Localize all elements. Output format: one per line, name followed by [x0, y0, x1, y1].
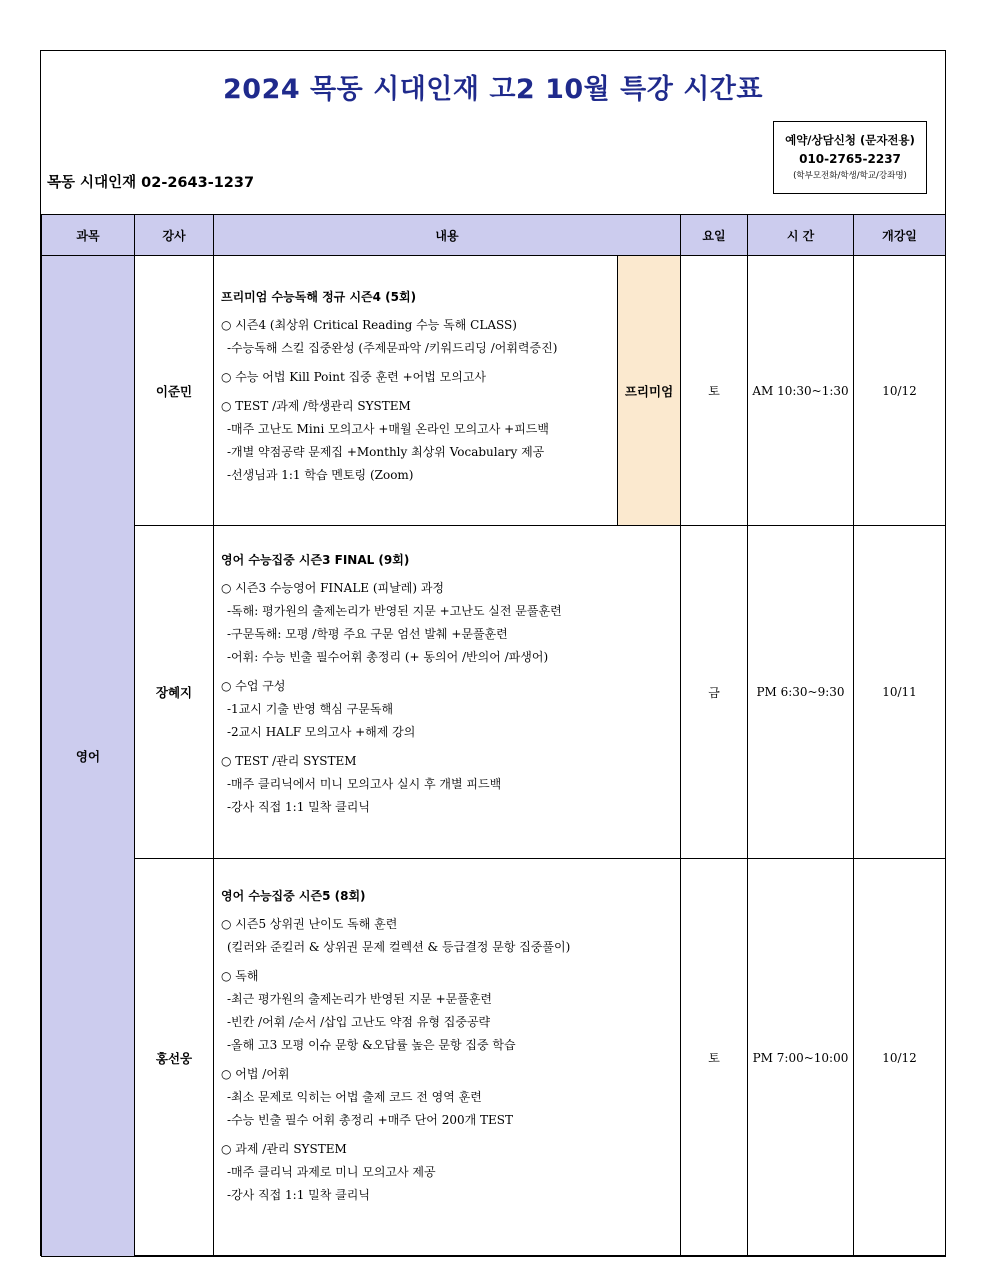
course-detail-line: -개별 약점공략 문제집 +Monthly 최상위 Vocabulary 제공	[227, 445, 545, 459]
course-row	[42, 526, 946, 859]
course-row	[42, 256, 946, 526]
course-title: 영어 수능집중 시즌3 FINAL (9회)	[221, 553, 410, 567]
table-header-row	[42, 215, 946, 256]
premium-badge: 프리미엄	[618, 256, 681, 526]
course-detail-line: -매주 클리닉에서 미니 모의고사 실시 후 개별 피드백	[227, 777, 502, 791]
course-bullet-line: ○ 수업 구성	[221, 679, 286, 693]
course-detail-line: -강사 직접 1:1 밀착 클리닉	[227, 800, 370, 814]
course-bullet-line: ○ 시즌3 수능영어 FINALE (피날레) 과정	[221, 581, 445, 595]
course-row	[42, 859, 946, 1257]
course-detail-line: -독해: 평가원의 출제논리가 반영된 지문 +고난도 실전 문풀훈련	[227, 604, 562, 618]
course-detail-line: -수능 빈출 필수 어휘 총정리 +매주 단어 200개 TEST	[227, 1113, 513, 1127]
course-bullet-line: ○ 독해	[221, 969, 259, 983]
course-time: AM 10:30~1:30	[748, 256, 854, 526]
course-detail-line: (킬러와 준킬러 & 상위권 문제 컬렉션 & 등급결정 문항 집중풀이)	[227, 940, 571, 954]
course-day: 토	[681, 859, 748, 1257]
course-detail-line: -매주 클리닉 과제로 미니 모의고사 제공	[227, 1165, 436, 1179]
course-bullet-line: ○ TEST /과제 /학생관리 SYSTEM	[221, 399, 411, 413]
schedule-table	[41, 214, 946, 1257]
academy-phone: 목동 시대인재 02-2643-1237	[47, 175, 255, 191]
course-title: 프리미엄 수능독해 정규 시즌4 (5회)	[221, 290, 417, 304]
course-bullet-line: ○ 시즌5 상위권 난이도 독해 훈련	[221, 917, 398, 931]
header	[41, 51, 945, 214]
course-day: 금	[681, 526, 748, 859]
col-subject: 과목	[42, 215, 135, 256]
course-detail-line: -1교시 기출 반영 핵심 구문독해	[227, 702, 394, 716]
contact-note: (학부모전화/학생/학교/강좌명)	[793, 171, 907, 181]
contact-box	[773, 121, 927, 194]
course-detail-line: -어휘: 수능 빈출 필수어휘 총정리 (+ 동의어 /반의어 /파생어)	[227, 650, 549, 664]
col-start-date: 개강일	[854, 215, 946, 256]
contact-number: 010-2765-2237	[799, 152, 901, 166]
subject-cell: 영어	[42, 256, 135, 1257]
course-time: PM 7:00~10:00	[748, 859, 854, 1257]
course-detail-line: -구문독해: 모평 /학평 주요 구문 엄선 발췌 +문풀훈련	[227, 627, 508, 641]
course-bullet-line: ○ 수능 어법 Kill Point 집중 훈련 +어법 모의고사	[221, 370, 487, 384]
course-day: 토	[681, 256, 748, 526]
course-detail-line: -강사 직접 1:1 밀착 클리닉	[227, 1188, 370, 1202]
course-content	[214, 256, 618, 526]
course-detail-line: -최근 평가원의 출제논리가 반영된 지문 +문풀훈련	[227, 992, 493, 1006]
course-detail-line: -빈칸 /어휘 /순서 /삽입 고난도 약점 유형 집중공략	[227, 1015, 491, 1029]
course-detail-line: -수능독해 스킬 집중완성 (주제문파악 /키워드리딩 /어휘력증진)	[227, 341, 558, 355]
col-day: 요일	[681, 215, 748, 256]
course-start-date: 10/11	[854, 526, 946, 859]
course-content	[214, 859, 681, 1257]
teacher-name: 홍선웅	[135, 859, 214, 1257]
page-title: 2024 목동 시대인재 고2 10월 특강 시간표	[223, 74, 763, 105]
schedule-frame	[40, 50, 946, 1256]
teacher-name: 장혜지	[135, 526, 214, 859]
col-teacher: 강사	[135, 215, 214, 256]
course-bullet-line: ○ 어법 /어휘	[221, 1067, 290, 1081]
course-bullet-line: ○ TEST /관리 SYSTEM	[221, 754, 357, 768]
course-bullet-line: ○ 과제 /관리 SYSTEM	[221, 1142, 347, 1156]
course-content	[214, 526, 681, 859]
col-content: 내용	[214, 215, 681, 256]
col-time: 시 간	[748, 215, 854, 256]
contact-label: 예약/상담신청 (문자전용)	[785, 133, 915, 147]
course-time: PM 6:30~9:30	[748, 526, 854, 859]
course-start-date: 10/12	[854, 859, 946, 1257]
course-detail-line: -최소 문제로 익히는 어법 출제 코드 전 영역 훈련	[227, 1090, 482, 1104]
course-bullet-line: ○ 시즌4 (최상위 Critical Reading 수능 독해 CLASS)	[221, 318, 517, 332]
course-detail-line: -매주 고난도 Mini 모의고사 +매월 온라인 모의고사 +피드백	[227, 422, 549, 436]
course-start-date: 10/12	[854, 256, 946, 526]
course-detail-line: -2교시 HALF 모의고사 +해제 강의	[227, 725, 416, 739]
teacher-name: 이준민	[135, 256, 214, 526]
course-detail-line: -선생님과 1:1 학습 멘토링 (Zoom)	[227, 468, 414, 482]
course-detail-line: -올해 고3 모평 이슈 문항 &오답률 높은 문항 집중 학습	[227, 1038, 516, 1052]
course-title: 영어 수능집중 시즌5 (8회)	[221, 889, 366, 903]
